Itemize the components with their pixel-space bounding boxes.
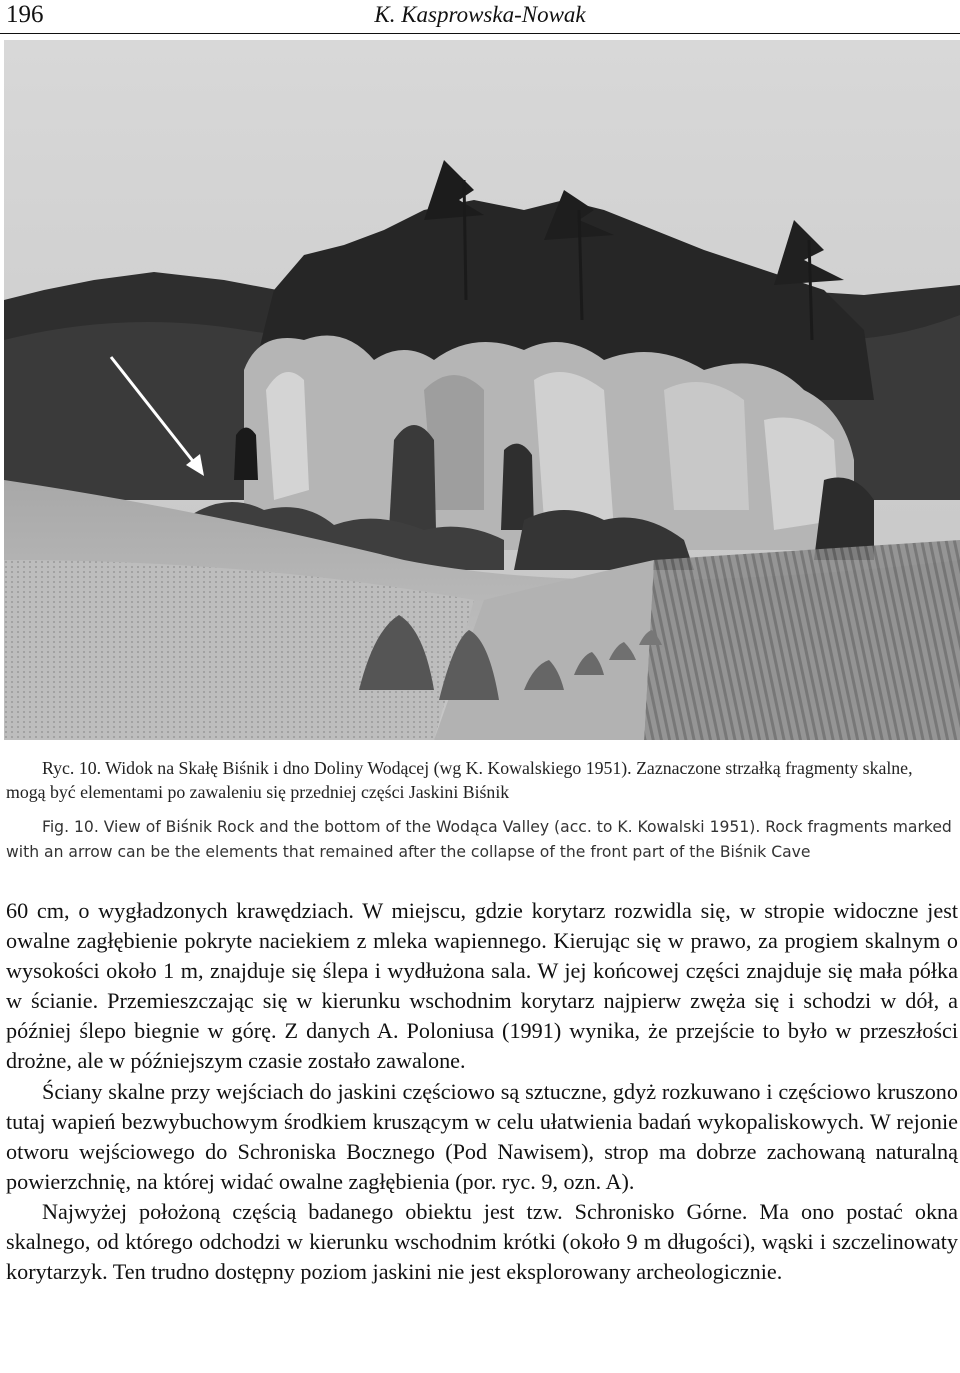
page-number: 196	[6, 1, 44, 28]
figure-caption-polish: Ryc. 10. Widok na Skałę Biśnik i dno Doliny Wodącej (wg K. Kowalskiego 1951). Zaznaczone strzałką fragmenty skalne, mogą być elementami po zawaleniu się przedniej części Jaskini Biśnik	[6, 758, 913, 802]
paragraph: 60 cm, o wygładzonych krawędziach. W miejscu, gdzie korytarz rozwidla się, w stropie widoczne jest owalne zagłębienie pokryte naciekiem z mleka wapiennego. Kierując się w prawo, za progiem skalnym o wysokości około 1 m, znajduje się ślepa i wydłużona sala. W jej końcowej części znajduje się mała półka w ścianie. Przemieszczając się w kierunku wschodnim korytarz najpierw zwęża się i schodzi w dół, a później ślepo biegnie w górę. Z danych A. Poloniusa (1991) wynika, że przejście to było w przeszłości drożne, ale w późniejszym czasie zostało zawalone.	[6, 898, 958, 1074]
paragraph: Ściany skalne przy wejściach do jaskini częściowo są sztuczne, gdyż rozkuwano i częściowo kruszono tutaj wapień bezwybuchowym środkiem kruszącym w celu ułatwienia badań wykopaliskowych. W rejonie otworu wejściowego do Schroniska Bocznego (Pod Nawisem), strop ma dobrze zachowaną naturalną powierzchnię, na której widać owalne zagłębienia (por. ryc. 9, ozn. A).	[6, 1078, 958, 1194]
paragraph: Najwyżej położoną częścią badanego obiektu jest tzw. Schronisko Górne. Ma ono postać okna skalnego, od którego odchodzi w kierunku wschodnim krótki (około 9 m długości), wąski i szczelinowaty korytarzyk. Ten trudno dostępny poziom jaskini nie jest eksplorowany archeologicznie.	[6, 1198, 958, 1285]
page-header	[0, 0, 960, 32]
running-head: K. Kasprowska-Nowak	[374, 2, 586, 27]
header-rule	[0, 33, 960, 34]
body-text	[6, 896, 958, 1287]
figure-caption-english: Fig. 10. View of Biśnik Rock and the bottom of the Wodąca Valley (acc. to K. Kowalski 1951). Rock fragments marked with an arrow can be the elements that remained after the collapse of the front part of the Biśnik Cave	[6, 818, 952, 861]
figure-photo	[4, 40, 960, 740]
